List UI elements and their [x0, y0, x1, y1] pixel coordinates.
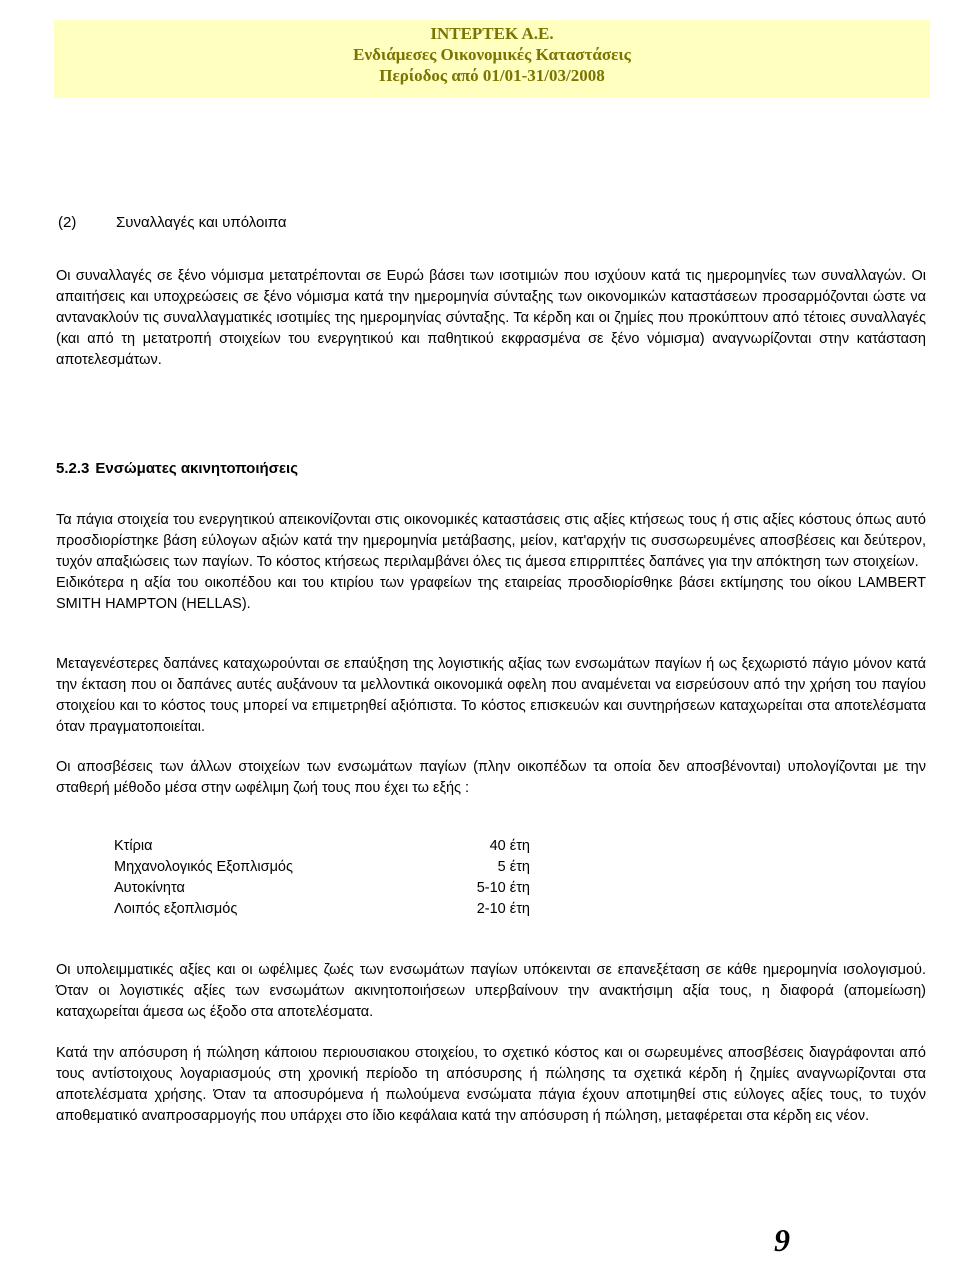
paragraph-text: Τα πάγια στοιχεία του ενεργητικού απεικονίζονται στις οικονομικές καταστάσεις στις αξίες κτήσεως τους ή στις αξίες κόστους όπως αυτό προσδιορίστηκε βάση εύλογων αξιών κατά την ημερομηνία μετάβασης, μείον, κατ'αρχήν τις συσσωρευμένες αποσβέσεις και δεύτερον, τυχόν απαξιώσεις των παγίων. Το κόστος κτήσεως περιλαμβάνει όλες τις άμεσα επιρριπτέες δαπάνες για την απόκτηση των στοιχείων. — [56, 512, 926, 570]
table-row — [114, 836, 530, 857]
asset-life: 5 έτη — [497, 859, 530, 875]
asset-life: 40 έτη — [489, 838, 530, 854]
asset-name: Κτίρια — [114, 838, 153, 854]
asset-name: Λοιπός εξοπλισμός — [114, 901, 238, 917]
paragraph-text: Μεταγενέστερες δαπάνες καταχωρούνται σε επαύξηση της λογιστικής αξίας των ενσωμάτων παγίων ή ως ξεχωριστό πάγιο μόνον κατά την έκταση που οι δαπάνες αυτές αυξάνουν τα μελλοντικά οικονομικά οφελη που αναμένεται να εισρεύσουν από την χρήση του παγίου στοιχείου και το κόστος τους μπορεί να επιμετρηθεί αξιόπιστα. Το κόστος επισκευών και συντηρήσεων καταχωρείται στα αποτελέσματα όταν πραγματοποιείται. — [56, 656, 926, 735]
paragraph-text: Οι συναλλαγές σε ξένο νόμισμα μετατρέπονται σε Ευρώ βάσει των ισοτιμιών που ισχύουν κατά τις ημερομηνίες των συναλλαγών. Οι απαιτήσεις και υποχρεώσεις σε ξένο νόμισμα κατά την ημερομηνία σύνταξης των οικονομικών καταστάσεων προσαρμόζονται ώστε να αντανακλούν τις συναλλαγματικές ισοτιμίες της ημερομηνίας σύνταξης. Τα κέρδη και οι ζημίες που προκύπτουν από τέτοιες συναλλαγές (και από τη μετατροπή στοιχείων του ενεργητικού και παθητικού εκφρασμένα σε ξένο νόμισμα) αναγνωρίζονται στην κατάσταση αποτελεσμάτων. — [56, 268, 926, 368]
paragraph-disposal — [56, 1043, 926, 1127]
asset-life: 5-10 έτη — [476, 880, 530, 896]
asset-name: Αυτοκίνητα — [114, 880, 185, 896]
useful-life-table — [114, 836, 530, 920]
paragraph-text: Οι υπολειμματικές αξίες και οι ωφέλιμες ζωές των ενσωμάτων παγίων υπόκεινται σε επανεξέταση σε κάθε ημερομηνία ισολογισμού. Όταν οι λογιστικές αξίες των ενσωμάτων ακινητοποιήσεων υπερβαίνουν την ανακτήσιμη αξία τους, η διαφορά (απομείωση) καταχωρείται άμεσα ως έξοδο στα αποτελέσματα. — [56, 962, 926, 1020]
section-title: Συναλλαγές και υπόλοιπα — [116, 214, 287, 231]
section-number: (2) — [58, 214, 77, 231]
report-period: Περίοδος από 01/01-31/03/2008 — [379, 66, 605, 85]
page-number: 9 — [774, 1222, 790, 1258]
paragraph-text: Ειδικότερα η αξία του οικοπέδου και του κτιρίου των γραφείων της εταιρείας προσδιορίσθηκε βάσει εκτίμησης του οίκου LAMBERT SMITH HAMPTON (HELLAS). — [56, 575, 926, 612]
paragraph-subsequent-costs — [56, 654, 926, 738]
paragraph-text: Κατά την απόσυρση ή πώληση κάποιου περιουσιακου στοιχείου, το σχετικό κόστος και οι σωρευμένες αποσβέσεις διαγράφονται από τους αντίστοιχους λογαριασμούς στη χρονική περίοδο τη απόσυρσης ή πώλησης τα σχετικά κέρδη ή ζημίες αναγνωρίζονται στα αποτελέσματα χρήσης. Όταν τα αποσυρόμενα ή πωλούμενα ενσώματα πάγια έχουν αποτιμηθεί στις εύλογες αξίες τους, το τυχόν αποθεματικό αναπροσαρμογής που υπάρχει στο ίδιο κεφάλαια κατά την απόσυρση ή πώληση, μεταφέρεται στα κέρδη εις νέον. — [56, 1045, 926, 1124]
document-header — [54, 20, 930, 98]
paragraph-residual-values — [56, 960, 926, 1023]
subsection-title: Ενσώματες ακινητοποιήσεις — [95, 460, 299, 477]
table-row — [114, 899, 530, 920]
table-row — [114, 878, 530, 899]
paragraph-fixed-assets — [56, 510, 926, 615]
table-row — [114, 857, 530, 878]
report-subtitle: Ενδιάμεσες Οικονομικές Καταστάσεις — [353, 45, 631, 64]
asset-name: Μηχανολογικός Εξοπλισμός — [114, 859, 293, 875]
paragraph-fx-transactions — [56, 266, 926, 371]
company-name: INTEPTEK A.E. — [430, 24, 554, 43]
subsection-number: 5.2.3 — [56, 460, 90, 477]
asset-life: 2-10 έτη — [476, 901, 530, 917]
paragraph-depreciation — [56, 757, 926, 799]
paragraph-text: Οι αποσβέσεις των άλλων στοιχείων των ενσωμάτων παγίων (πλην οικοπέδων τα οποία δεν αποσβένονται) υπολογίζονται με την σταθερή μέθοδο μέσα στην ωφέλιμη ζωή τους που έχει τω εξής : — [56, 759, 926, 796]
subsection-heading — [56, 460, 298, 477]
